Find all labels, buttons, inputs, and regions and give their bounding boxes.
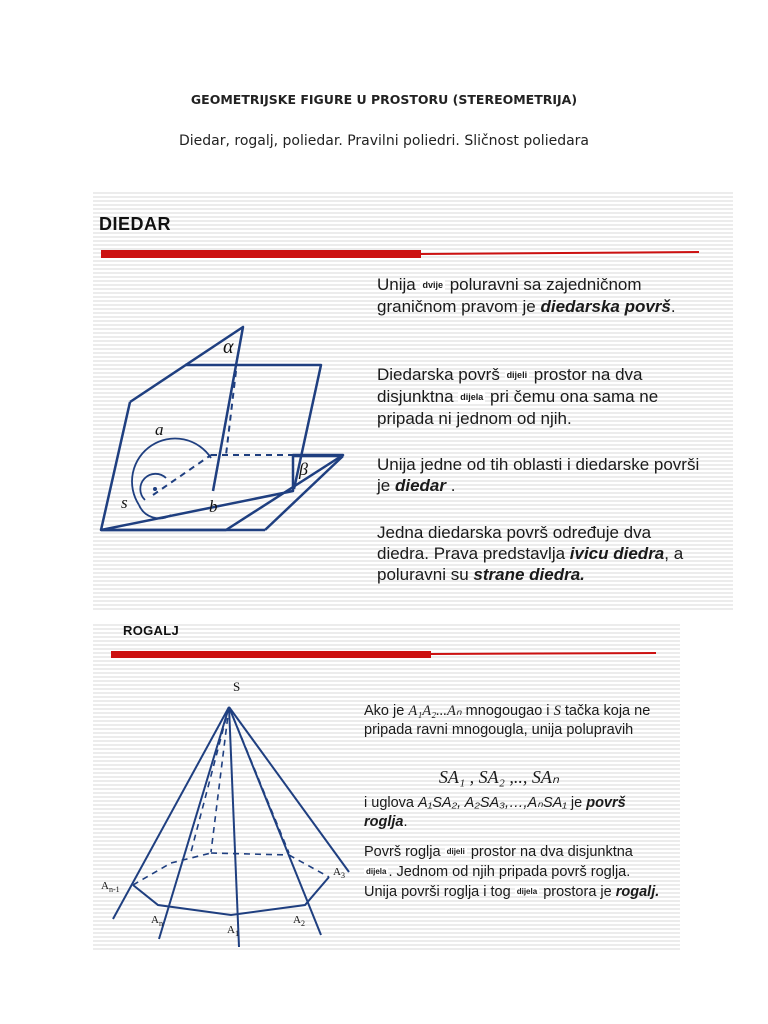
slide-heading: DIEDAR [99, 214, 172, 234]
label-s: s [121, 493, 128, 512]
inserted-word: dijela [366, 867, 387, 876]
label-S: S [233, 679, 241, 694]
red-divider [101, 248, 701, 260]
label-An-1: $A_{n-1}$ [101, 880, 120, 894]
paragraph-divides: Diedarska površ dijeli prostor na dva disjunktna dijela pri čemu ona sama ne pripada ni jednom od njih. [377, 365, 659, 428]
paragraph-diedar: Unija jedne od tih oblasti i diedarske površi je diedar . [377, 455, 700, 495]
label-A3: $A_3$ [333, 866, 345, 880]
inserted-word: dijela [460, 392, 484, 402]
label-A1: $A_1$ [227, 924, 239, 938]
slide-rogalj [93, 622, 680, 952]
paragraph-edge: Jedna diedarska površ određuje dva diedra. Prava predstavlja ivicu diedra, a poluravni su strane diedra. [377, 523, 684, 584]
paragraph-uglova: i uglova A₁SA₂, A₂SA₃,…,AₙSA₁ je površ roglja. [364, 795, 626, 830]
document-subtitle: Diedar, rogalj, poliedar. Pravilni poliedri. Sličnost poliedara [178, 133, 589, 149]
inserted-word: dijela [516, 887, 538, 896]
diedar-figure [93, 315, 353, 540]
dihedral-angle-arc [132, 439, 211, 505]
formula-halflines: SA₁ , SA₂ ,.., SAₙ [438, 767, 560, 787]
red-divider [111, 650, 661, 662]
label-beta: β [299, 459, 308, 479]
paragraph-union: Unija dvije poluravni sa zajedničnom graničnom pravom je diedarska površ. [377, 275, 676, 316]
inserted-word: dijeli [506, 370, 528, 380]
right-angle-dot [153, 487, 157, 491]
slide-heading: ROGALJ [123, 623, 179, 638]
slide-diedar [93, 190, 733, 610]
label-An: $A_n$ [151, 914, 163, 928]
document-title: GEOMETRIJSKE FIGURE U PROSTORU (STEREOMETRIJA) [190, 92, 578, 107]
paragraph-povrs-roglja: Površ roglja dijeli prostor na dva disjunktna dijela . Jednom od njih pripada površ roglja. Unija površi roglja i tog dijela prostora je rogalj. [364, 844, 660, 900]
inserted-word: dvije [422, 280, 443, 290]
label-A2: $A_2$ [293, 914, 305, 928]
label-alpha: α [223, 336, 234, 358]
rogalj-figure [93, 677, 363, 952]
paragraph-ako-je: Ako je A₁A₂...Aₙ mnogougao i S tačka koja ne pripada ravni mnogougla, unija polupravih [364, 703, 651, 738]
label-b: b [209, 497, 218, 516]
inserted-word: dijeli [446, 847, 465, 856]
label-a: a [155, 420, 164, 439]
